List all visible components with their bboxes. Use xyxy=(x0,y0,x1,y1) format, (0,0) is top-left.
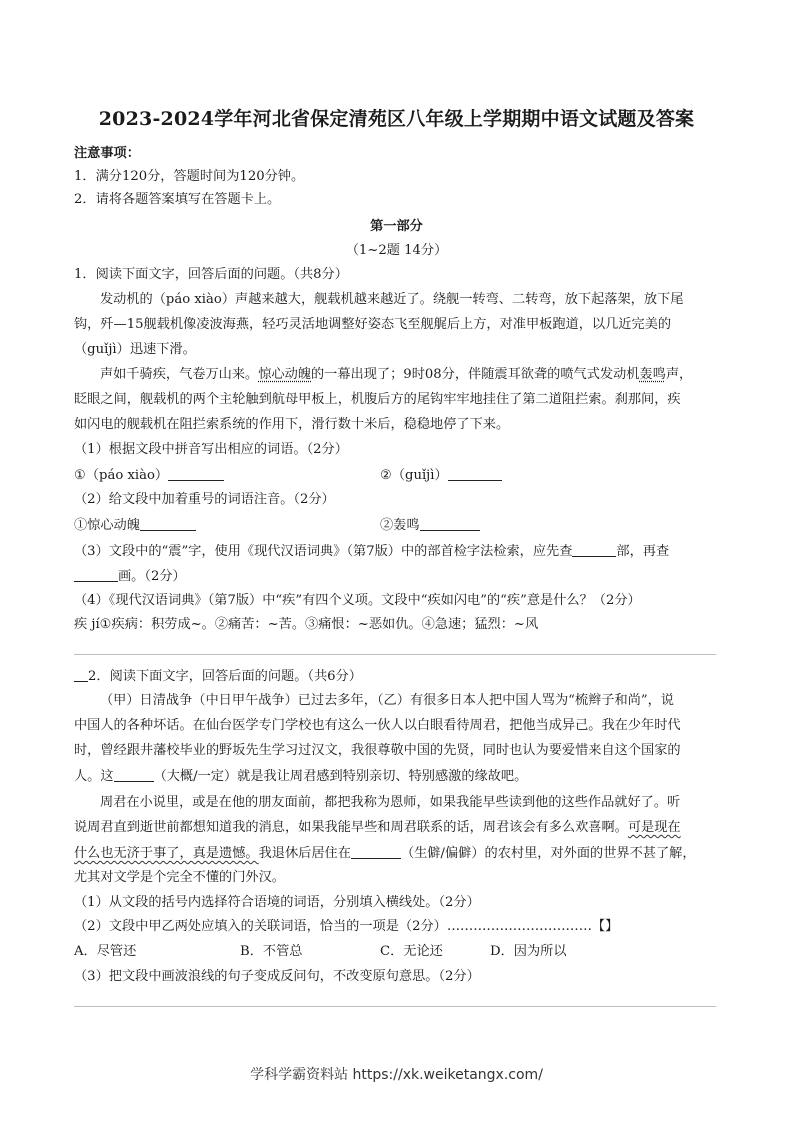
page-title: 2023-2024学年河北省保定清苑区八年级上学期期中语文试题及答案 xyxy=(98,108,695,130)
q1-sub3-text-c: 画。（2分） xyxy=(118,569,186,584)
wavy-sentence-part-1: 可是现在 xyxy=(627,820,681,835)
q2-stem: 2．阅读下面文字，回答后面的问题。（共6分） xyxy=(88,669,362,684)
answer-line-1[interactable] xyxy=(74,654,716,655)
option-c[interactable]: C．无论还 xyxy=(380,944,443,959)
footer-watermark: 学科学霸资料站 https://xk.weiketangx.com/ xyxy=(250,1067,543,1083)
q2-para1-text-a: 人。这 xyxy=(74,769,114,784)
q1-sub1: （1）根据文段中拼音写出相应的词语。（2分） xyxy=(74,442,348,457)
q2-sub3: （3）把文段中画波浪线的句子变成反问句，不改变原句意思。（2分） xyxy=(74,969,480,984)
q1-sub3-text-a: （3）文段中的“震”字，使用《现代汉语词典》（第7版）中的部首检字法检索，应先查 xyxy=(74,544,573,559)
part-heading: 第一部分 xyxy=(370,219,423,234)
answer-blank-4[interactable] xyxy=(420,516,480,531)
q2-para2-text-a: 说周君直到逝世前都想知道我的消息，如果我能早些和周君联系的话，周君该会有多么欢喜啊。 xyxy=(74,820,628,835)
emphasis-word-1: 惊心动魄 xyxy=(258,367,311,382)
answer-line-2[interactable] xyxy=(74,1006,716,1007)
q1-sub2-b-label: ②轰鸣 xyxy=(380,518,420,533)
q1-sub1-b-label: ②（guǐjì） xyxy=(380,468,448,483)
q1-sub2-answers xyxy=(74,516,722,535)
q2-stem-line xyxy=(74,667,722,686)
answer-blank-1[interactable] xyxy=(168,466,224,481)
q2-sub1: （1）从文段的括号内选择符合语境的词语，分别填入横线处。（2分） xyxy=(74,895,480,910)
q1-para2-text-e: 声， xyxy=(665,367,693,382)
q2-para2-text-b: 我退休后居住在 xyxy=(258,846,351,861)
q1-sub1-b xyxy=(380,466,502,485)
q1-sub2: （2）给文段中加着重号的词语注音。（2分） xyxy=(74,492,335,507)
q2-para2-line2 xyxy=(74,819,722,837)
answer-blank-2[interactable] xyxy=(448,466,502,481)
q1-para2-line1 xyxy=(74,366,722,384)
q1-sub1-answers xyxy=(74,466,722,485)
q1-para2-text-c: 的一幕出现了；9时08分，伴随震耳欲聋的喷气式发动机 xyxy=(311,367,640,382)
q2-para2-line1: 周君在小说里，或是在他的朋友面前，都把我称为恩师，如果我能早些读到他的这些作品就好了。听 xyxy=(100,795,681,810)
answer-blank-6[interactable] xyxy=(74,567,118,582)
notice-item-2: 2．请将各题答案填写在答题卡上。 xyxy=(74,192,281,207)
emphasis-word-2: 轰鸣 xyxy=(639,367,666,382)
option-d[interactable]: D．因为所以 xyxy=(490,944,567,959)
answer-blank-5[interactable] xyxy=(572,542,616,557)
option-b[interactable]: B．不管总 xyxy=(240,944,303,959)
q2-para1-line1: （甲）日清战争（中日甲午战争）已过去多年，（乙）有很多日本人把中国人骂为“梳辫子和尚”，说 xyxy=(100,693,674,708)
part-range: （1~2题 14分） xyxy=(345,243,448,258)
q1-para1-line3: （guǐjì）迅速下滑。 xyxy=(74,342,196,357)
q1-sub4: （4）《现代汉语词典》（第7版）中“疾”有四个义项。文段中“疾如闪电”的“疾”意是什么？（2分） xyxy=(74,593,641,608)
q1-para1-line2: 钩，歼—15舰载机像凌波海燕，轻巧灵活地调整好姿态飞至舰艉后上方，对准甲板跑道，以几近完美的 xyxy=(74,317,672,332)
q1-para2-line2: 眨眼之间，舰载机的两个主轮触到航母甲板上，机腹后方的尾钩牢牢地挂住了第二道阻拦索。刹那间，疾 xyxy=(74,392,681,407)
answer-blank-3[interactable] xyxy=(140,516,196,531)
q1-sub2-a-label: ①惊心动魄 xyxy=(74,518,140,533)
q2-para1-text-b: （大概/一定）就是我让周君感到特别亲切、特别感激的缘故吧。 xyxy=(153,769,528,784)
answer-blank-7[interactable] xyxy=(114,767,154,782)
q1-sub3-line1 xyxy=(74,542,722,561)
q1-sub3-text-b: 部，再查 xyxy=(616,544,670,559)
option-a[interactable]: A．尽管还 xyxy=(74,944,137,959)
notice-item-1: 1．满分120分，答题时间为120分钟。 xyxy=(74,169,305,184)
wavy-sentence-part-2: 什么也无济于事了，真是遗憾。 xyxy=(74,846,259,861)
q2-para1-line2: 中国人的各种坏话。在仙台医学专门学校也有这么一伙人以白眼看待周君，把他当成异己。我在少年时代 xyxy=(74,718,681,733)
q2-para1-line3: 时，曾经跟井藩校毕业的野坂先生学习过汉文，我很尊敬中国的先贤，同时也认为要爱惜来自这个国家的 xyxy=(74,743,681,758)
q1-sub1-a-label: ①（páo xiào） xyxy=(74,468,169,483)
answer-blank-8[interactable] xyxy=(351,844,401,859)
q1-para2-line3: 如闪电的舰载机在阻拦索系统的作用下，滑行数十米后，稳稳地停了下来。 xyxy=(74,417,510,432)
notice-heading: 注意事项： xyxy=(74,146,140,161)
q2-para1-line4 xyxy=(74,767,722,786)
q1-sub4-definition: 疾 jí①疾病：积劳成~。②痛苦：~苦。③痛恨：~恶如仇。④急速；猛烈：~风 xyxy=(74,617,539,632)
q2-para2-text-c: （生僻/偏僻）的农村里，对外面的世界不甚了解， xyxy=(400,846,696,861)
q1-para1-line1: 发动机的（páo xiào）声越来越大，舰载机越来越近了。绕舰一转弯、二转弯，放下起落架，放下尾 xyxy=(100,292,684,307)
answer-line-prefix xyxy=(74,667,88,682)
q1-sub2-b xyxy=(380,516,480,535)
q1-para2-text-a: 声如千骑疾，气卷万山来。 xyxy=(100,367,259,382)
q2-sub2: （2）文段中甲乙两处应填入的关联词语，恰当的一项是（2分）……………………………【】 xyxy=(74,919,619,934)
q1-sub3-line2 xyxy=(74,567,722,586)
q2-para2-line4: 尤其对文学是个完全不懂的门外汉。 xyxy=(74,870,285,885)
q2-para2-line3 xyxy=(74,844,722,863)
q1-stem: 1．阅读下面文字，回答后面的问题。（共8分） xyxy=(74,267,348,282)
